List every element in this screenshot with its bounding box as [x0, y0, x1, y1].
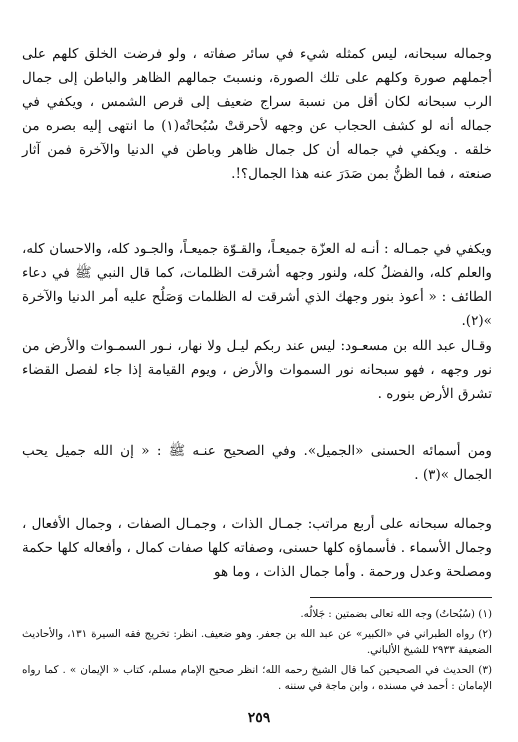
- body-paragraph-2: ويكفي في جمـاله : أنـه له العزّة جميعـاً، والقـوّة جميعـاً، والجـود كله، والاحسان كله، والعلم كله، والفضلُ كله، ولنور وجهه أشرقت الظلمات، كما قال النبي ﷺ في دعاء الطائف : « أعوذ بنور وجهك الذي أشرقت له الظلمات وَصَلُح عليه أمر الدنيا والآخرة »(٢).: [22, 240, 492, 329]
- body-paragraph-3: وقـال عبد الله بن مسعـود: ليس عند ربكم ليـل ولا نهار، نـور السمـوات والأرض من نور وجهه ، فهو سبحانه نور السموات والأرض ، ويوم القيامة إذا جاء لفصل القضاء تشرق الأرض بنوره .: [22, 337, 492, 402]
- body-paragraph-1: وجماله سبحانه، ليس كمثله شيء في سائر صفاته ، ولو فرضت الخلق كلهم على أجملهم صورة وكلهم على تلك الصورة، ونسبتَ جمالهم الظاهر والباطن إلى جمال الرب سبحانه لكان أقل من نسبة سراج ضعيف إلى قرص الشمس ، ويكفي في جماله أنه لو كشف الحجاب عن وجهه لأحرقتْ سُبُحاتُه(١) ما انتهى إليه بصره من خلقه . ويكفي في جماله أن كل جمال ظاهر وباطن في الدنيا والآخرة فمن آثار صنعته ، فما الظنُّ بمن صَدَرَ عنه هذا الجمال؟!.: [22, 45, 492, 182]
- body-paragraph-5: وجماله سبحانه على أربع مراتب: جمـال الذات ، وجمـال الصفات ، وجمال الأفعال ، وجمال الأسماء . فأسماؤه كلها حسنى، وصفاته كلها صفات كمال ، وأفعاله كلها حكمة ومصلحة وعدل ورحمة . وأما جمال الذات ، وما هو: [22, 515, 492, 580]
- footnotes: [22, 606, 492, 698]
- footnote-divider: [310, 597, 492, 598]
- footnote-2: (٢) رواه الطبراني في «الكبير» عن عبد الله بن جعفر. وهو ضعيف. انظر: تخريج فقه السيرة ١٣١، والأحاديث الضعيفة ٢٩٣٣ للشيخ الألباني.: [22, 628, 492, 656]
- footnote-1: (١) (سُبُحاتُ) وجه الله تعالى بضمتين : جَلالُه.: [300, 608, 492, 620]
- body-paragraph-4: ومن أسمائه الحسنى «الجميل». وفي الصحيح عنـه ﷺ : « إن الله جميل يحب الجمال »(٣) .: [22, 442, 492, 483]
- footnote-3: (٣) الحديث في الصحيحين كما قال الشيخ رحمه الله؛ انظر صحيح الإمام مسلم، كتاب « الإيمان » . كما رواه الإمامان : أحمد في مسنده ، وابن ماجة في سننه .: [22, 664, 492, 692]
- page-number: ٢٥٩: [247, 710, 271, 726]
